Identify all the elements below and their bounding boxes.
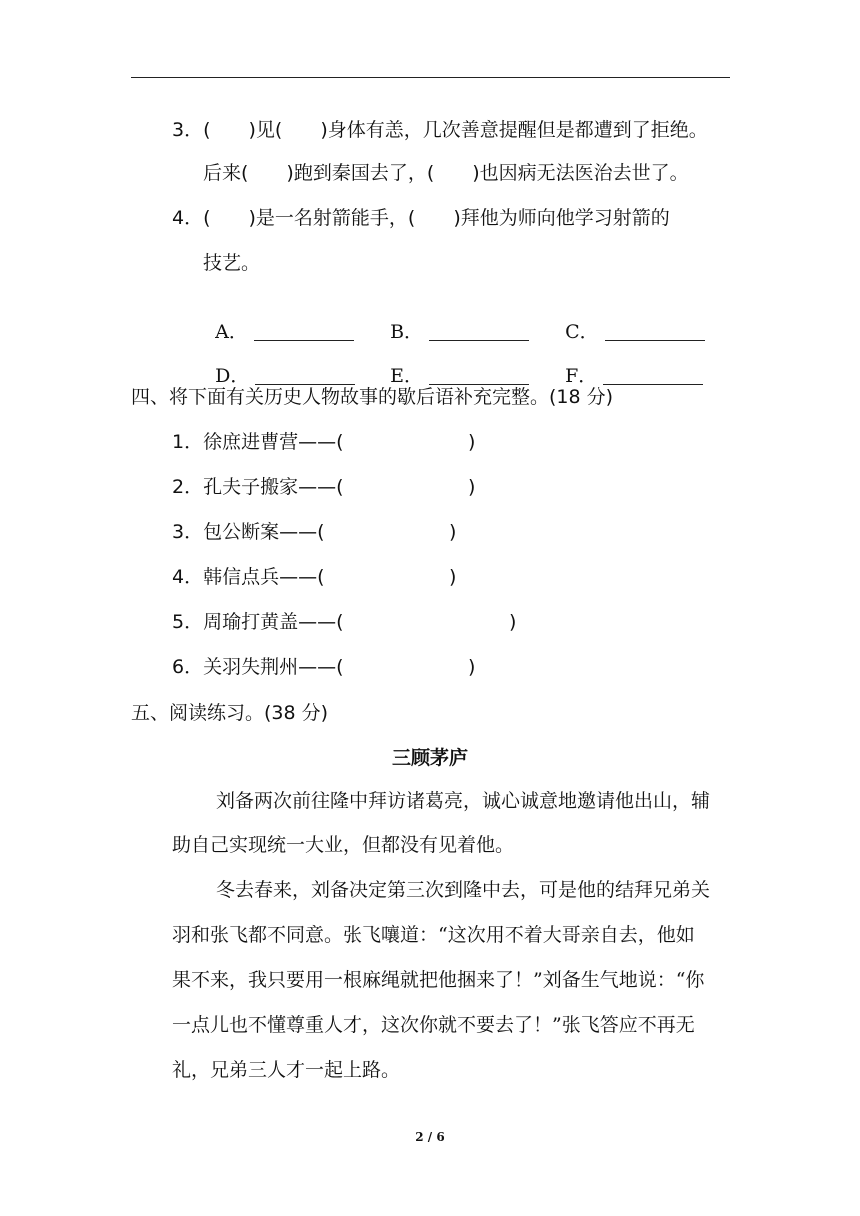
idiom-item: 2．孔夫子搬家——( <box>172 476 344 498</box>
option-label: C． <box>565 321 599 343</box>
answer-blank[interactable] <box>254 322 354 341</box>
page-number: 2 / 6 <box>415 1130 445 1144</box>
option-c <box>553 296 705 344</box>
option-b <box>378 296 529 344</box>
answer-blank[interactable] <box>603 366 703 385</box>
passage-line: 礼，兄弟三人才一起上路。 <box>172 1059 401 1081</box>
option-label: F． <box>565 365 598 387</box>
idiom-item: 3．包公断案——( <box>172 521 325 543</box>
idiom-item: 5．周瑜打黄盖——( <box>172 611 344 633</box>
section-4-heading: 四、将下面有关历史人物故事的歇后语补充完整。(18 分) <box>131 386 614 408</box>
passage-line: 刘备两次前往隆中拜访诸葛亮，诚心诚意地邀请他出山，辅 <box>216 790 711 812</box>
idiom-item: 1．徐庶进曹营——( <box>172 431 344 453</box>
q4-line-1: 4．( )是一名射箭能手，( )拜他为师向他学习射箭的 <box>172 207 670 229</box>
section-5-heading: 五、阅读练习。(38 分) <box>131 702 329 724</box>
option-d <box>203 340 355 388</box>
option-a <box>203 296 354 344</box>
option-label: A． <box>215 321 248 343</box>
option-label: D． <box>215 365 250 387</box>
passage-title: 三顾茅庐 <box>391 747 468 769</box>
option-f <box>553 340 703 388</box>
q3-line-1: 3．( )见( )身体有恙，几次善意提醒但是都遭到了拒绝。 <box>172 119 708 141</box>
header-rule <box>131 77 730 78</box>
idiom-close-paren: ) <box>468 431 476 453</box>
passage-line: 冬去春来，刘备决定第三次到隆中去，可是他的结拜兄弟关 <box>216 879 711 901</box>
idiom-close-paren: ) <box>449 566 457 588</box>
passage-line: 果不来，我只要用一根麻绳就把他捆来了！”刘备生气地说：“你 <box>172 969 705 991</box>
answer-blank[interactable] <box>429 366 529 385</box>
answer-blank[interactable] <box>255 366 355 385</box>
idiom-close-paren: ) <box>449 521 457 543</box>
idiom-item: 6．关羽失荆州——( <box>172 656 344 678</box>
passage-line: 羽和张飞都不同意。张飞嚷道：“这次用不着大哥亲自去，他如 <box>172 924 695 946</box>
q4-line-2: 技艺。 <box>203 252 261 274</box>
passage-line: 一点儿也不懂尊重人才，这次你就不要去了！”张飞答应不再无 <box>172 1014 695 1036</box>
idiom-close-paren: ) <box>468 656 476 678</box>
answer-blank[interactable] <box>429 322 529 341</box>
idiom-close-paren: ) <box>509 611 517 633</box>
option-label: E． <box>390 365 423 387</box>
q3-line-2: 后来( )跑到秦国去了，( )也因病无法医治去世了。 <box>203 162 689 184</box>
option-label: B． <box>390 321 424 343</box>
answer-blank[interactable] <box>605 322 705 341</box>
option-e <box>378 340 529 388</box>
idiom-close-paren: ) <box>468 476 476 498</box>
passage-line: 助自己实现统一大业，但都没有见着他。 <box>172 834 515 856</box>
idiom-item: 4．韩信点兵——( <box>172 566 325 588</box>
